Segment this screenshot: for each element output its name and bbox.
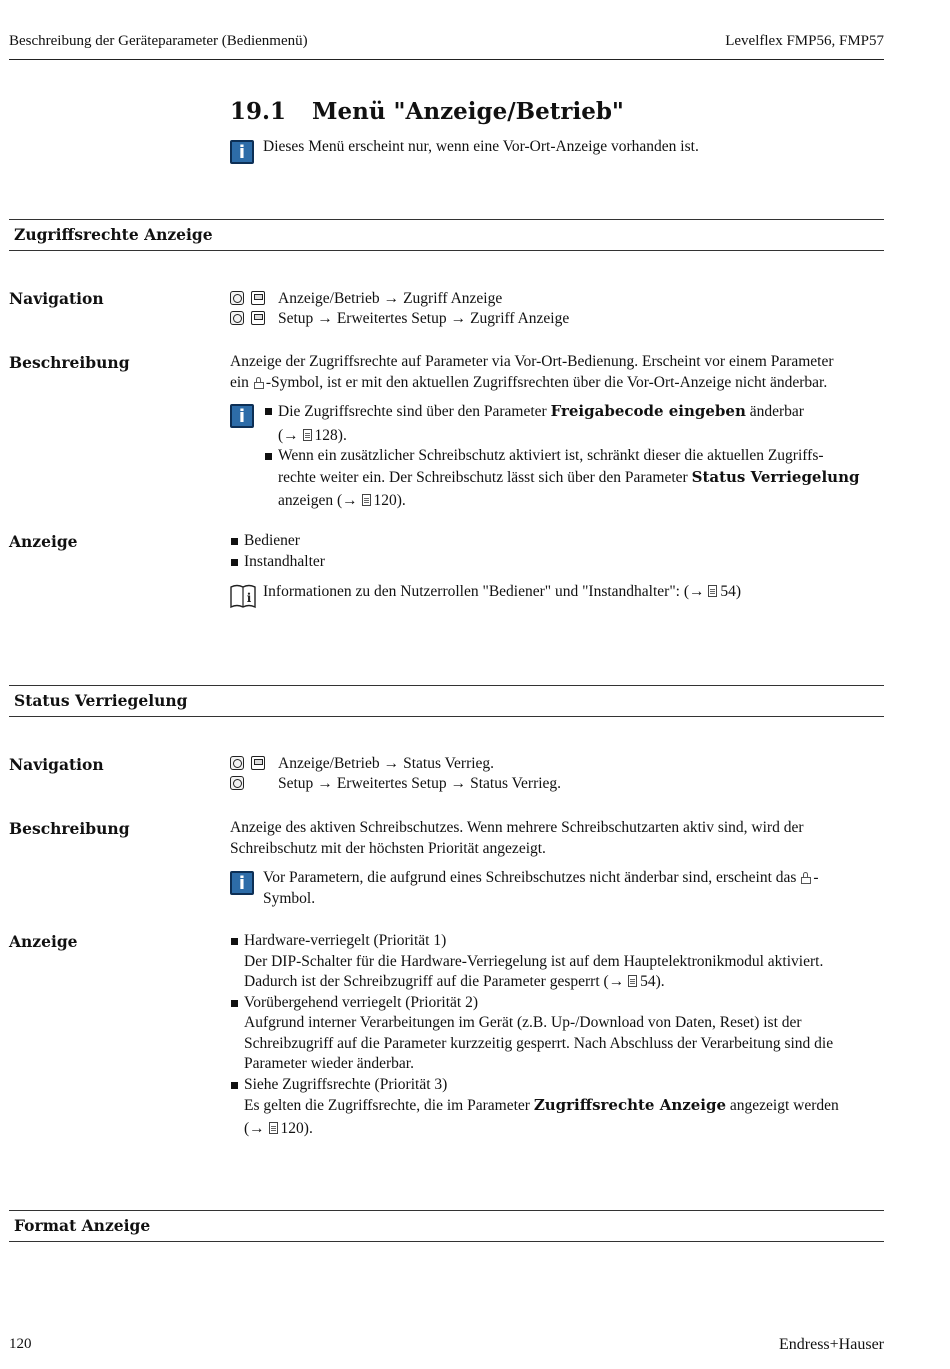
section-rule-top bbox=[9, 1210, 884, 1211]
arrow-icon: → bbox=[383, 290, 400, 307]
text-span: anzeigen ( bbox=[278, 492, 343, 509]
text-span: Dadurch ist der Schreibzugriff auf die Parameter gesperrt ( bbox=[244, 973, 609, 990]
arrow-icon: → bbox=[689, 583, 705, 600]
nav-item: Status Verrieg. bbox=[403, 755, 495, 772]
section-rule-top bbox=[9, 685, 884, 686]
arrow-icon: → bbox=[383, 755, 400, 772]
text-span: - bbox=[813, 869, 819, 886]
chapter-title: Menü "Anzeige/Betrieb" bbox=[312, 98, 624, 125]
book-info-icon bbox=[229, 583, 257, 609]
svg-text:i: i bbox=[246, 591, 252, 605]
display-icon bbox=[251, 756, 265, 770]
description-line: Anzeige der Zugriffsrechte auf Parameter via Vor-Ort-Bedienung. Erscheint vor einem Parameter bbox=[230, 353, 834, 370]
nav-item: Zugriff Anzeige bbox=[470, 310, 570, 327]
navigation-label: Navigation bbox=[9, 289, 104, 308]
page-reference-icon bbox=[269, 1122, 278, 1134]
text-span: -Symbol, ist er mit den aktuellen Zugriffsrechten über die Vor-Ort-Anzeige nicht änderbar. bbox=[265, 373, 828, 391]
nav-item: Anzeige/Betrieb bbox=[278, 290, 380, 307]
list-item bbox=[230, 1075, 880, 1140]
display-icon bbox=[251, 291, 265, 305]
section-rule-bottom bbox=[9, 1241, 884, 1242]
keypad-icon bbox=[230, 756, 244, 770]
list-item bbox=[230, 931, 880, 993]
nav-item: Erweitertes Setup bbox=[336, 775, 447, 792]
navigation-path-1 bbox=[230, 754, 495, 775]
lock-states-list bbox=[230, 931, 880, 1139]
keypad-icon bbox=[230, 291, 244, 305]
text-span: änderbar bbox=[749, 403, 804, 420]
section-title-format: Format Anzeige bbox=[14, 1216, 151, 1235]
item-text bbox=[244, 1095, 880, 1117]
text-span: Die Zugriffsrechte sind über den Parameter bbox=[278, 403, 547, 420]
item-title: Siehe Zugriffsrechte (Priorität 3) bbox=[244, 1075, 448, 1093]
chapter-heading bbox=[230, 98, 624, 125]
text-span: angezeigt werden bbox=[729, 1097, 839, 1114]
page-reference: 54). bbox=[640, 973, 665, 990]
list-item: Bediener bbox=[230, 531, 325, 552]
text-span: Es gelten die Zugriffsrechte, die im Parameter bbox=[244, 1097, 530, 1114]
nav-item: Anzeige/Betrieb bbox=[278, 755, 380, 772]
keypad-icon bbox=[230, 776, 244, 790]
access-notes-list bbox=[264, 401, 884, 512]
description-label: Beschreibung bbox=[9, 819, 130, 838]
navigation-label: Navigation bbox=[9, 755, 104, 774]
list-item bbox=[264, 401, 884, 446]
brand-name: Endress+Hauser bbox=[779, 1336, 884, 1353]
chapter-number: 19.1 bbox=[230, 98, 287, 125]
item-title: Hardware-verriegelt (Priorität 1) bbox=[244, 932, 447, 949]
text-span: ein bbox=[230, 373, 249, 391]
header-rule bbox=[9, 59, 884, 60]
list-item bbox=[264, 446, 884, 512]
text-span: Wenn ein zusätzlicher Schreibschutz aktiviert ist, schränkt dieser die aktuellen Zugriffs- bbox=[278, 447, 824, 464]
page-number: 120 bbox=[9, 1336, 32, 1352]
section-rule-bottom bbox=[9, 250, 884, 251]
item-text: Parameter wieder änderbar. bbox=[244, 1055, 414, 1072]
nav-item: Setup bbox=[278, 310, 314, 327]
description-label: Beschreibung bbox=[9, 353, 130, 372]
navigation-path-2 bbox=[230, 309, 570, 330]
section-rule-top bbox=[9, 219, 884, 220]
page-reference-icon bbox=[362, 494, 371, 506]
page-reference-icon bbox=[303, 429, 312, 441]
user-roles-note bbox=[263, 582, 741, 603]
text-span: Informationen zu den Nutzerrollen "Bediener" und "Instandhalter": ( bbox=[263, 583, 690, 600]
nav-item: Status Verrieg. bbox=[470, 775, 562, 792]
chapter-note: Dieses Menü erscheint nur, wenn eine Vor-Ort-Anzeige vorhanden ist. bbox=[263, 138, 699, 155]
running-header-right: Levelflex FMP56, FMP57 bbox=[725, 33, 884, 49]
arrow-icon: → bbox=[608, 973, 625, 990]
running-header-left: Beschreibung der Geräteparameter (Bedienmenü) bbox=[9, 33, 308, 49]
nav-item: Zugriff Anzeige bbox=[403, 290, 503, 307]
info-icon: i bbox=[230, 871, 254, 895]
nav-item: Erweitertes Setup bbox=[336, 310, 447, 327]
arrow-icon: → bbox=[342, 492, 358, 509]
item-text: Schreibzugriff auf die Parameter kurzzeitig gesperrt. Nach Abschluss der Verarbeitung sind die bbox=[244, 1034, 834, 1052]
parameter-name: Zugriffsrechte Anzeige bbox=[533, 1096, 727, 1114]
section-title-lock: Status Verriegelung bbox=[14, 691, 188, 710]
navigation-path-1 bbox=[230, 289, 503, 310]
description-line: Schreibschutz mit der höchsten Priorität angezeigt. bbox=[230, 839, 546, 857]
info-icon: i bbox=[230, 404, 254, 428]
arrow-icon: → bbox=[450, 310, 467, 327]
section-title-access: Zugriffsrechte Anzeige bbox=[14, 225, 213, 244]
description-line: Anzeige des aktiven Schreibschutzes. Wenn mehrere Schreibschutzarten aktiv sind, wird der bbox=[230, 819, 804, 836]
page-reference-icon bbox=[628, 975, 637, 987]
arrow-icon: → bbox=[317, 775, 333, 792]
page-reference: 120). bbox=[373, 492, 406, 509]
keypad-icon bbox=[230, 311, 244, 325]
display-options-list bbox=[230, 531, 325, 572]
display-label: Anzeige bbox=[9, 532, 78, 551]
text-span: Symbol. bbox=[263, 889, 316, 907]
list-item bbox=[230, 993, 880, 1075]
display-icon bbox=[251, 311, 265, 325]
arrow-icon: → bbox=[317, 310, 333, 327]
lock-icon bbox=[801, 872, 812, 883]
nav-item: Setup bbox=[278, 775, 314, 792]
text-span: rechte weiter ein. Der Schreibschutz lässt sich über den Parameter bbox=[278, 468, 688, 486]
item-text: Der DIP-Schalter für die Hardware-Verriegelung ist auf dem Hauptelektronikmodul aktiviert. bbox=[244, 952, 824, 970]
item-text bbox=[244, 1119, 880, 1140]
info-icon: i bbox=[230, 140, 254, 164]
item-text bbox=[244, 972, 880, 993]
page-reference-icon bbox=[708, 585, 717, 597]
page-reference: 128). bbox=[314, 426, 347, 444]
text-span: Vor Parametern, die aufgrund eines Schreibschutzes nicht änderbar sind, erscheint das bbox=[263, 869, 797, 886]
arrow-icon: (→ bbox=[244, 1119, 265, 1137]
description-line bbox=[230, 373, 890, 394]
page-reference: 54) bbox=[720, 583, 742, 600]
item-title: Vorübergehend verriegelt (Priorität 2) bbox=[244, 993, 479, 1011]
page-reference: 120). bbox=[280, 1119, 313, 1137]
navigation-path-2 bbox=[230, 774, 562, 795]
parameter-name: Status Verriegelung bbox=[691, 467, 860, 486]
lock-note bbox=[263, 868, 883, 909]
list-item: Instandhalter bbox=[230, 552, 325, 573]
lock-icon bbox=[254, 377, 265, 388]
arrow-icon: (→ bbox=[278, 426, 299, 444]
parameter-name: Freigabecode eingeben bbox=[550, 402, 746, 420]
section-rule-bottom bbox=[9, 716, 884, 717]
display-label: Anzeige bbox=[9, 932, 78, 951]
item-text: Aufgrund interner Verarbeitungen im Gerät (z.B. Up-/Download von Daten, Reset) ist der bbox=[244, 1014, 802, 1031]
arrow-icon: → bbox=[450, 775, 467, 792]
description-text bbox=[230, 352, 890, 393]
description-text bbox=[230, 818, 890, 859]
